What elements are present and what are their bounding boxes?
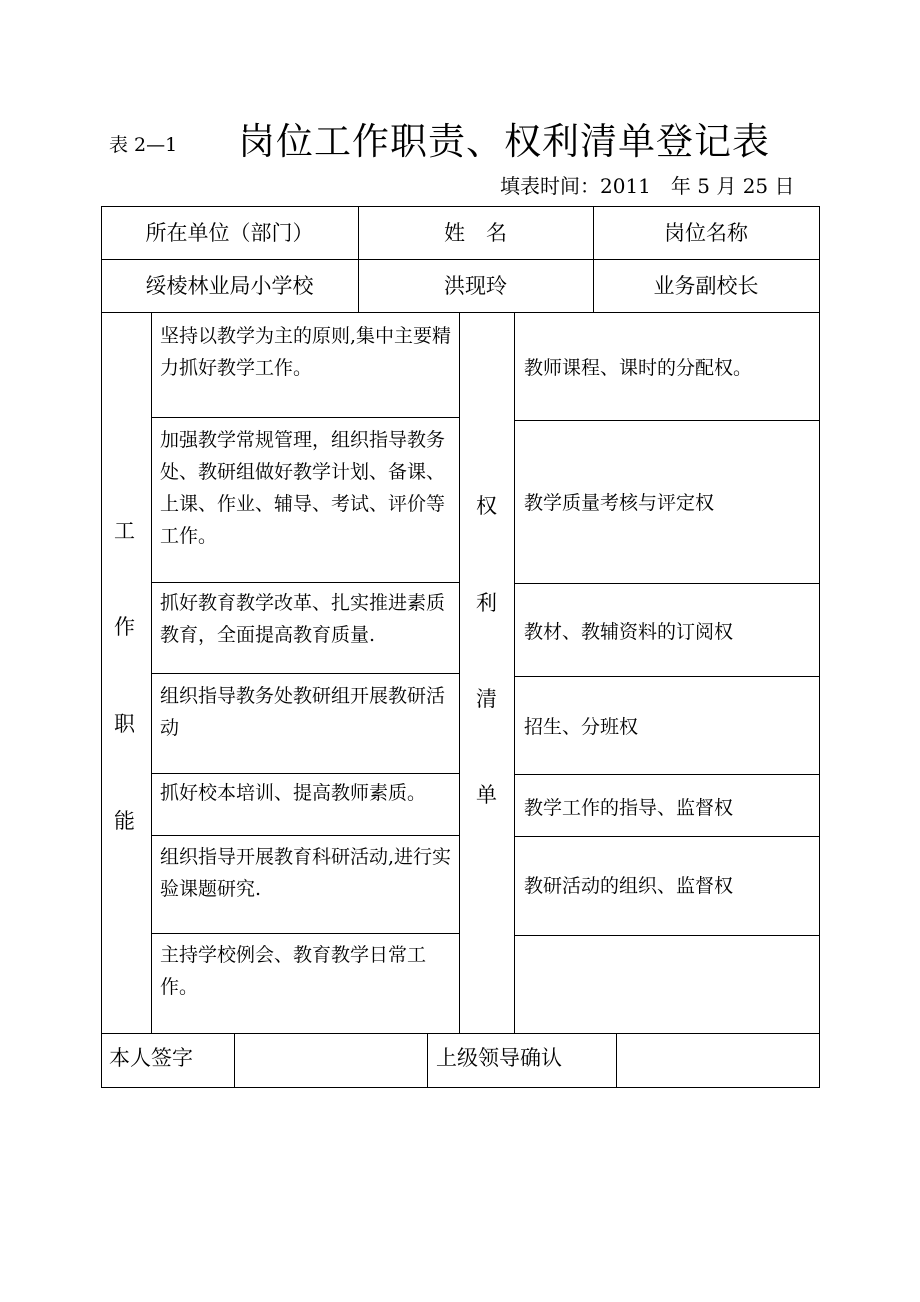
right-item: 教研活动的组织、监督权 bbox=[524, 875, 734, 897]
duty-item: 坚持以教学为主的原则,集中主要精力抓好教学工作。 bbox=[160, 325, 452, 379]
rights-label-char: 权 bbox=[476, 494, 497, 518]
right-item: 教师课程、课时的分配权。 bbox=[524, 357, 753, 379]
self-signature-field[interactable] bbox=[239, 1036, 425, 1085]
header-name: 姓 名 bbox=[444, 221, 507, 245]
right-item: 教学工作的指导、监督权 bbox=[524, 797, 734, 819]
unit-value: 绥棱林业局小学校 bbox=[145, 274, 314, 298]
right-item: 教学质量考核与评定权 bbox=[524, 492, 715, 514]
duties-label-char: 工 bbox=[114, 519, 135, 543]
post-value: 业务副校长 bbox=[653, 274, 759, 298]
duties-label-char: 作 bbox=[114, 615, 135, 639]
header-unit: 所在单位（部门） bbox=[145, 221, 314, 245]
leader-confirm-label: 上级领导确认 bbox=[436, 1046, 562, 1070]
duty-item: 主持学校例会、教育教学日常工作。 bbox=[160, 944, 427, 998]
duty-item: 加强教学常规管理，组织指导教务处、教研组做好教学计划、备课、上课、作业、辅导、考试、评价等工作。 bbox=[160, 429, 446, 547]
right-item: 教材、教辅资料的订阅权 bbox=[524, 621, 734, 643]
table-number: 表 2—1 bbox=[109, 134, 178, 156]
self-signature-label: 本人签字 bbox=[109, 1046, 193, 1070]
duty-item: 抓好教育教学改革、扎实推进素质教育，全面提高教育质量. bbox=[160, 592, 446, 646]
header-post: 岗位名称 bbox=[664, 221, 748, 245]
duties-label-char: 能 bbox=[114, 809, 135, 833]
rights-label-char: 利 bbox=[476, 591, 497, 615]
name-value: 洪现玲 bbox=[444, 274, 507, 298]
duty-item: 组织指导教务处教研组开展教研活动 bbox=[160, 685, 446, 739]
rights-label-char: 清 bbox=[476, 687, 497, 711]
leader-confirm-field[interactable] bbox=[620, 1036, 817, 1085]
duty-item: 抓好校本培训、提高教师素质。 bbox=[160, 782, 427, 804]
duties-label-char: 职 bbox=[114, 712, 135, 736]
duty-item: 组织指导开展教育科研活动,进行实验课题研究. bbox=[160, 846, 452, 900]
right-item: 招生、分班权 bbox=[524, 716, 639, 738]
page-title: 岗位工作职责、权利清单登记表 bbox=[238, 120, 770, 163]
rights-label-char: 单 bbox=[476, 783, 497, 807]
fill-date: 填表时间：2011 年 5 月 25 日 bbox=[500, 174, 795, 198]
